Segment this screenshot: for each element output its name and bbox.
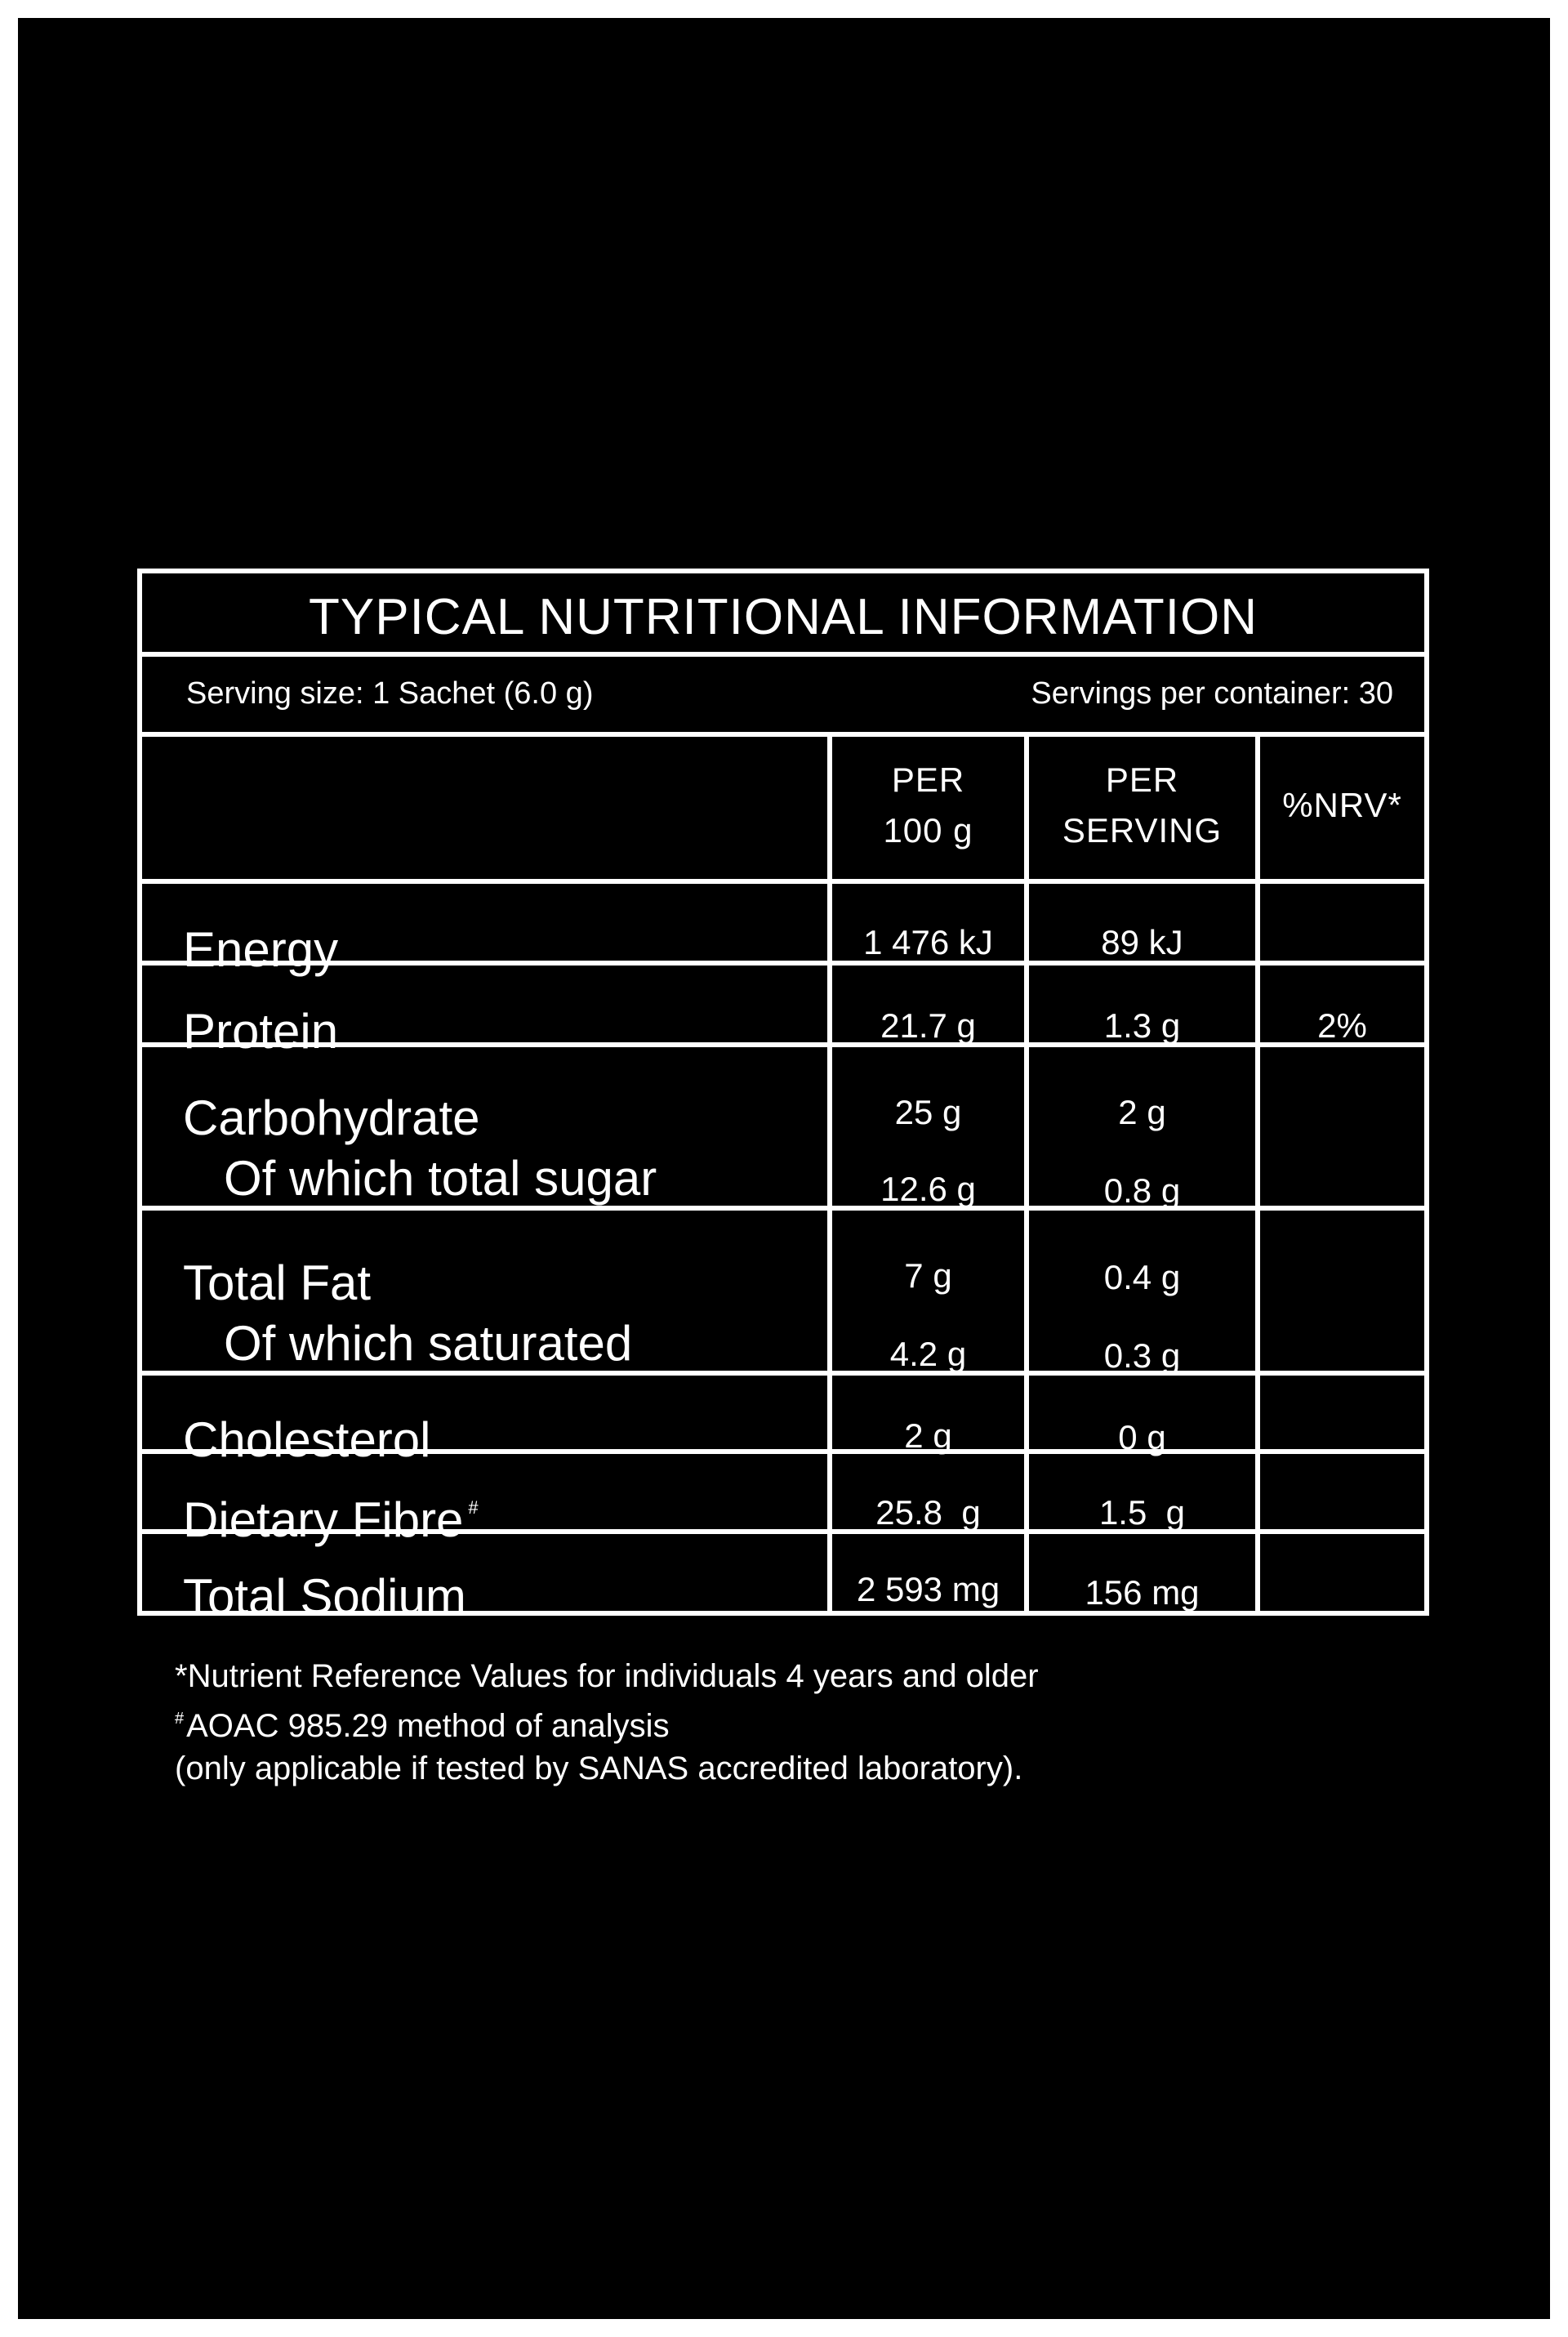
fat-per-serving: 0.4 g (1103, 1258, 1181, 1296)
protein-per-100g: 21.7 g (880, 1006, 976, 1045)
footnote-aoac: #AOAC 985.29 method of analysis (175, 1708, 670, 1744)
sodium-per-100g: 2 593 mg (856, 1570, 1000, 1608)
protein-per-serving: 1.3 g (1103, 1006, 1181, 1045)
nutrient-total-sodium: Total Sodium (183, 1569, 466, 1624)
energy-per-serving: 89 kJ (1101, 923, 1183, 961)
footnote-nrv: *Nutrient Reference Values for individuals 4 years and older (175, 1658, 1039, 1694)
energy-per-100g: 1 476 kJ (863, 923, 993, 961)
nutrient-cholesterol: Cholesterol (183, 1412, 431, 1467)
saturated-per-100g: 4.2 g (889, 1335, 967, 1373)
fibre-footnote-mark: # (468, 1497, 479, 1518)
sugar-per-serving: 0.8 g (1103, 1171, 1181, 1210)
column-divider-3 (1255, 732, 1260, 1616)
servings-per-container: Servings per container: 30 (1031, 676, 1393, 711)
column-header-per-100g: PER 100 g (883, 760, 973, 850)
carbohydrate-per-100g: 25 g (894, 1093, 962, 1131)
carbohydrate-per-serving: 2 g (1118, 1093, 1166, 1131)
protein-nrv: 2% (1317, 1006, 1367, 1045)
divider-header (142, 879, 1424, 884)
nutrient-saturated: Of which saturated (224, 1316, 633, 1371)
footnotes (175, 1655, 1039, 1790)
column-header-per-serving: PER SERVING (1062, 760, 1223, 850)
nutrient-dietary-fibre: Dietary Fibre # (183, 1492, 479, 1547)
nutrient-protein: Protein (183, 1004, 339, 1059)
divider-serving (142, 732, 1424, 737)
nutrient-energy: Energy (183, 922, 339, 977)
nutrition-table (137, 569, 1429, 1624)
nutrient-total-sugar: Of which total sugar (224, 1151, 657, 1206)
footnote-aoac-mark: # (175, 1710, 185, 1728)
fat-per-100g: 7 g (904, 1256, 952, 1295)
nutrient-carbohydrate: Carbohydrate (183, 1090, 480, 1145)
cholesterol-per-serving: 0 g (1118, 1418, 1166, 1456)
table-title: TYPICAL NUTRITIONAL INFORMATION (309, 589, 1258, 645)
cholesterol-per-100g: 2 g (904, 1416, 952, 1455)
serving-size: Serving size: 1 Sachet (6.0 g) (186, 676, 594, 711)
divider-title (142, 652, 1424, 657)
label-panel (18, 18, 1550, 2319)
sugar-per-100g: 12.6 g (880, 1170, 976, 1208)
fibre-per-100g: 25.8 g (875, 1493, 981, 1532)
nutrient-total-fat: Total Fat (183, 1255, 372, 1310)
sodium-per-serving: 156 mg (1085, 1573, 1200, 1612)
column-header-nrv: %NRV* (1282, 786, 1402, 824)
fibre-per-serving: 1.5 g (1098, 1493, 1186, 1532)
footnote-sanas: (only applicable if tested by SANAS accredited laboratory). (175, 1751, 1023, 1786)
saturated-per-serving: 0.3 g (1103, 1336, 1181, 1375)
